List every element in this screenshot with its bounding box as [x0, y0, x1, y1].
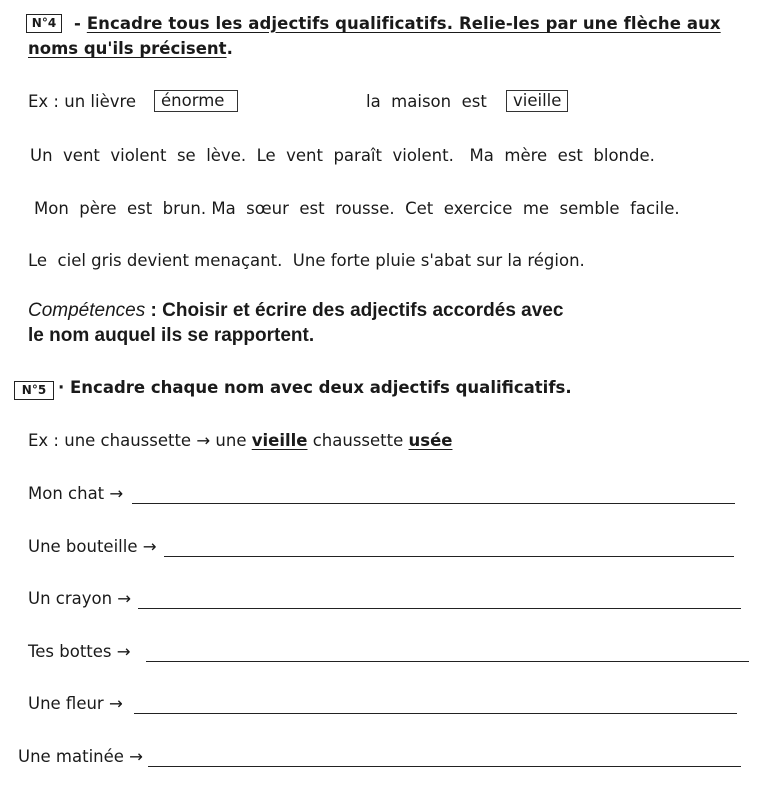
competences-line1: [28, 300, 563, 322]
exercise-5-instruction: [58, 378, 572, 397]
exercise-5-item-label: Une fleur →: [28, 694, 123, 713]
exercise-5-item-label: Tes bottes →: [28, 642, 131, 661]
exercise-4-example-adj1: [154, 90, 238, 112]
boxed-adjective: vieille: [506, 90, 568, 112]
boxed-adjective: énorme: [154, 90, 238, 112]
competences-text: Choisir et écrire des adjectifs accordés avec: [162, 300, 564, 321]
answer-line[interactable]: [164, 556, 734, 557]
exercise-5-number: N°5: [14, 381, 54, 400]
exercise-5-item-label: Une bouteille →: [28, 537, 157, 556]
competences-label: Compétences: [28, 300, 146, 321]
exercise-4-sentence-2: Mon père est brun. Ma sœur est rousse. Cet exercice me semble facile.: [34, 199, 680, 218]
exercise-5-example-middle: chaussette: [312, 431, 404, 450]
answer-line[interactable]: [138, 608, 741, 609]
exercise-4-sentence-1: Un vent violent se lève. Le vent paraît violent. Ma mère est blonde.: [30, 146, 655, 165]
exercise-4-instruction-text: Encadre tous les adjectifs qualificatifs. Relie-les par une flèche aux: [86, 14, 721, 33]
exercise-5-instruction-text: Encadre chaque nom avec deux adjectifs qualificatifs.: [70, 378, 572, 397]
exercise-4-example-adj2: [506, 90, 568, 112]
exercise-5-item-label: Un crayon →: [28, 589, 132, 608]
exercise-4-instruction-line1: [74, 14, 721, 33]
exercise-4-sentence-3: Le ciel gris devient menaçant. Une forte pluie s'abat sur la région.: [28, 251, 585, 270]
answer-line[interactable]: [132, 503, 735, 504]
exercise-5-item-label: Mon chat →: [28, 484, 124, 503]
exercise-5-example-adj1: vieille: [251, 431, 308, 450]
exercise-4-example-middle: la maison est: [366, 92, 487, 111]
exercise-4-number: N°4: [26, 14, 62, 33]
exercise-4-instruction-line2: [28, 39, 233, 58]
answer-line[interactable]: [148, 766, 741, 767]
exercise-5-example-prefix: Ex : une chaussette → une: [28, 431, 247, 450]
competences-colon: :: [145, 300, 163, 321]
exercise-5-dot: ·: [58, 378, 65, 397]
competences-line2: le nom auquel ils se rapportent.: [28, 325, 315, 346]
answer-line[interactable]: [146, 661, 749, 662]
answer-line[interactable]: [134, 713, 737, 714]
exercise-5-example-adj2: usée: [408, 431, 453, 450]
exercise-4-example-prefix: Ex : un lièvre: [28, 92, 137, 111]
exercise-5-item-label: Une matinée →: [18, 747, 143, 766]
exercise-4-dash: -: [74, 14, 81, 33]
exercise-4-instruction-text2: noms qu'ils précisent: [28, 39, 227, 58]
exercise-4-period: .: [226, 39, 233, 58]
exercise-5-example: [28, 431, 452, 450]
